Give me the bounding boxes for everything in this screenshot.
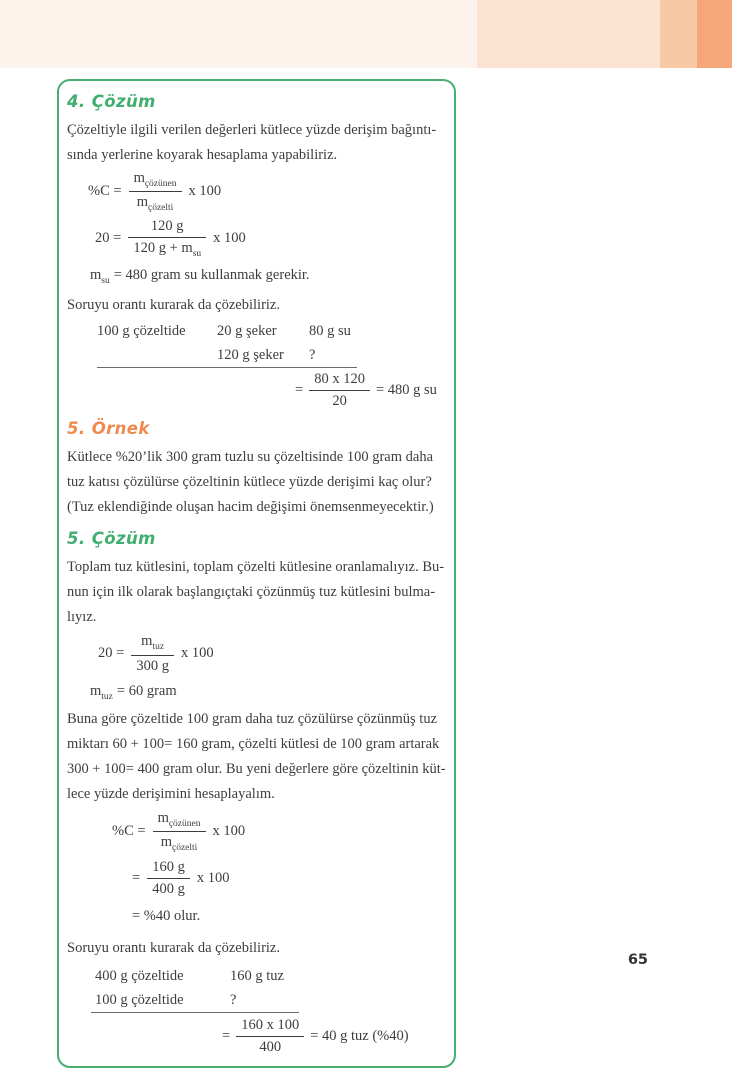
fraction-numerator: $m_{tuz}$ bbox=[131, 633, 174, 655]
solution-5-body bbox=[67, 707, 446, 807]
paragraph-line: nun için ilk olarak başlangıçtaki çözünmüş tuz kütlesini bulma- bbox=[67, 584, 436, 601]
formula-lhs: = bbox=[132, 870, 141, 887]
ratio-note-2: Soruyu orantı kurarak da çözebiliriz. bbox=[67, 940, 280, 957]
fraction bbox=[129, 170, 182, 214]
band-segment-1 bbox=[0, 0, 477, 68]
example-5-heading: 5. Örnek bbox=[67, 419, 150, 439]
formula-percent-concentration-2 bbox=[112, 810, 446, 854]
table-row: 100 g çözeltide 20 g şeker 80 g su bbox=[97, 323, 351, 340]
paragraph-line: Kütlece %20’lik 300 gram tuzlu su çözeltisinde 100 gram daha bbox=[67, 449, 434, 466]
band-segment-3 bbox=[660, 0, 697, 68]
formula-lhs: 20 = bbox=[98, 645, 125, 662]
fraction: $\frac{160 x 100}{400}$ bbox=[236, 1017, 304, 1056]
paragraph-line: lıyız. bbox=[67, 609, 97, 626]
fraction-denominator: $m_{çözelti}$ bbox=[160, 833, 198, 853]
formula-lhs: 20 = bbox=[95, 229, 122, 246]
fraction-numerator: $m_{çözünen}$ bbox=[129, 170, 182, 192]
fraction-denominator: 300 g bbox=[136, 657, 169, 674]
top-decorative-band bbox=[0, 0, 732, 68]
fraction-numerator: 160 g bbox=[147, 859, 190, 879]
proportion-result-1: = $\frac{80 x 120}{20}$ = 480 g su bbox=[295, 371, 437, 410]
formula-20-equals bbox=[95, 218, 446, 259]
band-segment-2 bbox=[477, 0, 660, 68]
proportion-table-1 bbox=[97, 319, 446, 367]
table-row: 100 g çözeltide ? bbox=[95, 992, 237, 1009]
proportion-rule-2 bbox=[91, 1012, 299, 1013]
proportion-table-2 bbox=[95, 964, 446, 1012]
paragraph-line: sında yerlerine koyarak hesaplama yapabiliriz. bbox=[67, 147, 338, 163]
solution-box bbox=[57, 79, 456, 1068]
fraction bbox=[153, 810, 206, 854]
paragraph-line: miktarı 60 + 100= 160 gram, çözelti kütlesi de 100 gram artarak bbox=[67, 735, 440, 752]
paragraph-line: Toplam tuz kütlesini, toplam çözelti kütlesine oranlamalıyız. Bu- bbox=[67, 559, 445, 576]
salt-mass-result: $m_{tuz} = 60$ gram bbox=[90, 682, 177, 702]
page-number: 65 bbox=[627, 952, 648, 968]
example-5-text bbox=[67, 445, 446, 520]
paragraph-line: Buna göre çözeltide 100 gram daha tuz çözülürse çözünmüş tuz bbox=[67, 710, 438, 727]
paragraph-line: 300 + 100= 400 gram olur. Bu yeni değerlere göre çözeltinin küt- bbox=[67, 760, 446, 777]
solution-4-heading: 4. Çözüm bbox=[67, 92, 156, 111]
fraction bbox=[128, 218, 206, 259]
fraction bbox=[147, 859, 190, 898]
solution-5-intro bbox=[67, 555, 446, 630]
formula-rhs: x 100 bbox=[212, 822, 246, 839]
paragraph-line: Çözeltiyle ilgili verilen değerleri kütlece yüzde derişim bağıntı- bbox=[67, 122, 437, 138]
solution-5-heading: 5. Çözüm bbox=[67, 529, 156, 549]
fraction-denominator: 120 $g + m_{su}$ bbox=[133, 239, 202, 259]
fraction-denominator: $m_{çözelti}$ bbox=[136, 194, 174, 214]
fraction-numerator: $m_{çözünen}$ bbox=[153, 810, 206, 832]
band-segment-4 bbox=[697, 0, 732, 68]
paragraph-line: lece yüzde derişimini hesaplayalım. bbox=[67, 785, 275, 802]
percent-result: = %40 olur. bbox=[132, 908, 201, 925]
ratio-note: Soruyu orantı kurarak da çözebiliriz. bbox=[67, 297, 280, 314]
fraction bbox=[131, 633, 174, 674]
formula-lhs: %C = bbox=[88, 183, 122, 200]
formula-percent-concentration bbox=[88, 170, 446, 214]
paragraph-line: tuz katısı çözülürse çözeltinin kütlece yüzde derişimi kaç olur? bbox=[67, 474, 432, 491]
formula-160-over-400 bbox=[132, 859, 446, 898]
table-row: 120 g şeker ? bbox=[217, 347, 316, 364]
water-mass-result: $m_{su} = 480$ gram su kullanmak gerekir. bbox=[90, 267, 310, 287]
formula-20-tuz bbox=[98, 633, 446, 674]
table-row: 400 g çözeltide 160 g tuz bbox=[95, 968, 284, 985]
paragraph-line: (Tuz eklendiğinde oluşan hacim değişimi önemsenmeyecektir.) bbox=[67, 499, 434, 516]
proportion-result-2: = $\frac{160 x 100}{400}$ = 40 g tuz (%40) bbox=[222, 1017, 409, 1056]
formula-lhs: %C = bbox=[112, 822, 146, 839]
fraction: $\frac{80 x 120}{20}$ bbox=[309, 371, 370, 410]
formula-rhs: x 100 bbox=[180, 645, 214, 662]
formula-rhs: x 100 bbox=[196, 870, 230, 887]
proportion-rule bbox=[97, 367, 357, 368]
fraction-numerator: 120 g bbox=[128, 218, 206, 238]
formula-rhs: x 100 bbox=[188, 183, 222, 200]
fraction-denominator: 400 g bbox=[152, 881, 185, 898]
formula-rhs: x 100 bbox=[213, 229, 246, 246]
solution-4-intro bbox=[67, 118, 446, 168]
